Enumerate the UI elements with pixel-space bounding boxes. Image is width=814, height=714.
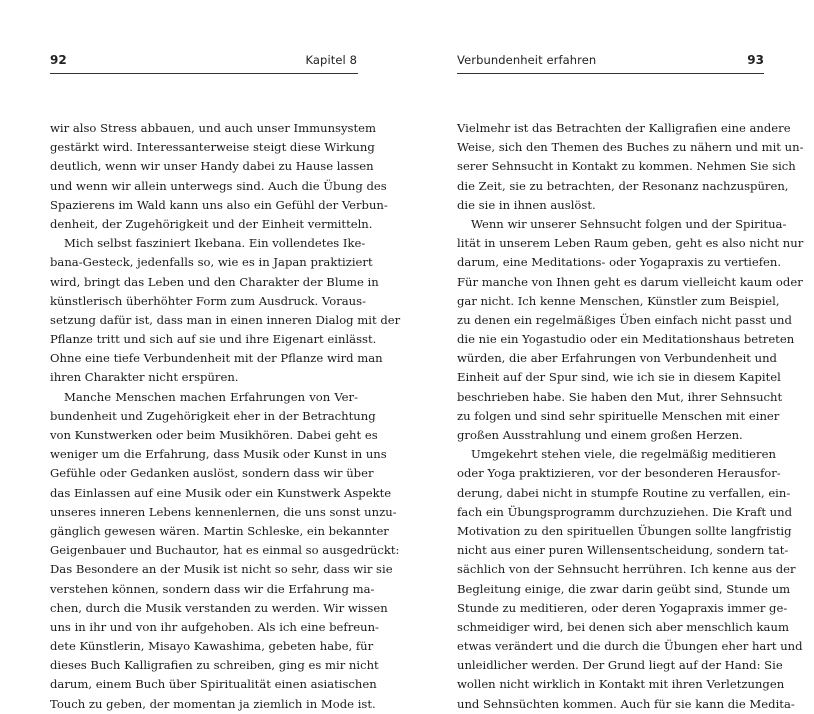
right-page-header bbox=[457, 53, 764, 69]
text-line: sächlich von der Sehnsucht herrühren. Ich kenne aus der bbox=[457, 562, 796, 577]
page-body-text bbox=[457, 119, 804, 714]
text-line: schmeidiger wird, bei denen sich aber menschlich kaum bbox=[457, 619, 789, 634]
text-line: Spazierens im Wald kann uns also ein Gefühl der Verbun- bbox=[50, 197, 388, 212]
text-line: Das Besondere an der Musik ist nicht so sehr, dass wir sie bbox=[50, 562, 393, 577]
text-line: weniger um die Erfahrung, dass Musik oder Kunst in uns bbox=[50, 447, 387, 462]
text-line: Touch zu geben, der momentan ja ziemlich in Mode ist. bbox=[50, 696, 376, 711]
text-line: Motivation zu den spirituellen Übungen sollte langfristig bbox=[457, 523, 792, 538]
text-line: oder Yoga praktizieren, vor der besonderen Herausfor- bbox=[457, 466, 781, 481]
text-line: zu folgen und sind sehr spirituelle Menschen mit einer bbox=[457, 408, 780, 423]
text-line: Gefühle oder Gedanken auslöst, sondern dass wir über bbox=[50, 466, 374, 481]
left-page-header bbox=[50, 53, 358, 69]
text-line: lität in unserem Leben Raum geben, geht es also nicht nur bbox=[457, 236, 804, 251]
text-line: Geigenbauer und Buchautor, hat es einmal so ausgedrückt: bbox=[50, 543, 400, 558]
text-line: gar nicht. Ich kenne Menschen, Künstler zum Beispiel, bbox=[457, 293, 780, 308]
text-line: darum, eine Meditations- oder Yogapraxis zu vertiefen. bbox=[457, 255, 782, 270]
text-line: unleidlicher werden. Der Grund liegt auf der Hand: Sie bbox=[457, 658, 783, 673]
text-line: würden, die aber Erfahrungen von Verbundenheit und bbox=[457, 351, 777, 366]
text-line: die Zeit, sie zu betrachten, der Resonanz nachzuspüren, bbox=[457, 178, 789, 193]
text-line: wird, bringt das Leben und den Charakter der Blume in bbox=[50, 274, 379, 289]
text-line: Wenn wir unserer Sehnsucht folgen und der Spiritua- bbox=[471, 216, 787, 231]
text-line: Mich selbst fasziniert Ikebana. Ein vollendetes Ike- bbox=[64, 236, 366, 251]
text-line: Umgekehrt stehen viele, die regelmäßig meditieren bbox=[471, 447, 776, 462]
page-body-text bbox=[50, 119, 401, 714]
text-line: beschrieben habe. Sie haben den Mut, ihrer Sehnsucht bbox=[457, 389, 783, 404]
text-line: serer Sehnsucht in Kontakt zu kommen. Nehmen Sie sich bbox=[457, 159, 796, 174]
text-line: wir also Stress abbauen, und auch unser Immunsystem bbox=[50, 121, 377, 135]
text-line: Ohne eine tiefe Verbundenheit mit der Pflanze wird man bbox=[50, 351, 383, 366]
text-line: und wenn wir allein unterwegs sind. Auch die Übung des bbox=[50, 178, 387, 193]
text-line: die sie in ihnen auslöst. bbox=[457, 197, 596, 212]
text-line: dete Künstlerin, Misayo Kawashima, gebeten habe, für bbox=[50, 639, 374, 654]
text-line: Einheit auf der Spur sind, wie ich sie in diesem Kapitel bbox=[457, 370, 781, 385]
header-rule bbox=[457, 73, 764, 74]
text-line: die nie ein Yogastudio oder ein Meditationshaus betreten bbox=[457, 332, 795, 347]
text-line: das Einlassen auf eine Musik oder ein Kunstwerk Aspekte bbox=[50, 485, 392, 500]
text-line: dieses Buch Kalligrafien zu schreiben, ging es mir nicht bbox=[50, 658, 379, 673]
running-head: Kapitel 8 bbox=[305, 53, 357, 67]
text-line: verstehen können, sondern dass wir die Erfahrung ma- bbox=[50, 581, 375, 596]
text-line: von Kunstwerken oder beim Musikhören. Dabei geht es bbox=[50, 428, 378, 442]
text-line: ihren Charakter nicht erspüren. bbox=[50, 370, 239, 385]
text-line: darum, einem Buch über Spiritualität einen asiatischen bbox=[50, 677, 377, 692]
text-line: deutlich, wenn wir unser Handy dabei zu Hause lassen bbox=[50, 159, 374, 174]
left-page bbox=[50, 0, 401, 711]
text-line: zu denen ein regelmäßiges Üben einfach nicht passt und bbox=[457, 312, 792, 327]
right-page bbox=[457, 0, 804, 711]
text-line: Pflanze tritt und sich auf sie und ihre Eigenart einlässt. bbox=[50, 332, 377, 347]
running-head: Verbundenheit erfahren bbox=[457, 53, 597, 67]
text-line: uns in ihr und von ihr aufgehoben. Als ich eine befreun- bbox=[50, 619, 379, 634]
text-line: und Sehnsüchten kommen. Auch für sie kann die Medita- bbox=[457, 696, 795, 711]
text-line: Manche Menschen machen Erfahrungen von Ver- bbox=[64, 389, 358, 404]
page-number: 92 bbox=[50, 53, 67, 67]
text-line: unseres inneren Lebens kennenlernen, die uns sonst unzu- bbox=[50, 504, 397, 519]
text-line: gänglich gewesen wären. Martin Schleske, ein bekannter bbox=[50, 523, 389, 538]
text-line: denheit, der Zugehörigkeit und der Einheit vermitteln. bbox=[50, 216, 373, 231]
text-line: nicht aus einer puren Willensentscheidung, sondern tat- bbox=[457, 543, 789, 558]
text-line: bundenheit und Zugehörigkeit eher in der Betrachtung bbox=[50, 408, 376, 423]
text-line: großen Ausstrahlung und einem großen Herzen. bbox=[457, 428, 743, 442]
text-line: Stunde zu meditieren, oder deren Yogapraxis immer ge- bbox=[457, 600, 788, 615]
text-line: wollen nicht wirklich in Kontakt mit ihren Verletzungen bbox=[457, 677, 785, 692]
text-line: gestärkt wird. Interessanterweise steigt diese Wirkung bbox=[50, 140, 375, 155]
text-line: etwas verändert und die durch die Übungen eher hart und bbox=[457, 639, 803, 654]
text-line: künstlerisch überhöhter Form zum Ausdruck. Voraus- bbox=[50, 293, 366, 308]
text-line: bana-Gesteck, jedenfalls so, wie es in Japan praktiziert bbox=[50, 255, 373, 270]
text-line: chen, durch die Musik verstanden zu werden. Wir wissen bbox=[50, 600, 388, 615]
page-number: 93 bbox=[747, 53, 764, 67]
text-line: Für manche von Ihnen geht es darum vielleicht kaum oder bbox=[457, 274, 803, 289]
text-line: fach ein Übungsprogramm durchzuziehen. Die Kraft und bbox=[457, 504, 793, 519]
text-line: derung, dabei nicht in stumpfe Routine zu verfallen, ein- bbox=[457, 485, 791, 500]
text-line: Vielmehr ist das Betrachten der Kalligrafien eine andere bbox=[457, 121, 791, 135]
text-line: Weise, sich den Themen des Buches zu nähern und mit un- bbox=[457, 140, 804, 155]
text-line: Begleitung einige, die zwar darin geübt sind, Stunde um bbox=[457, 581, 791, 596]
header-rule bbox=[50, 73, 358, 74]
text-line: setzung dafür ist, dass man in einen inneren Dialog mit der bbox=[50, 312, 401, 327]
